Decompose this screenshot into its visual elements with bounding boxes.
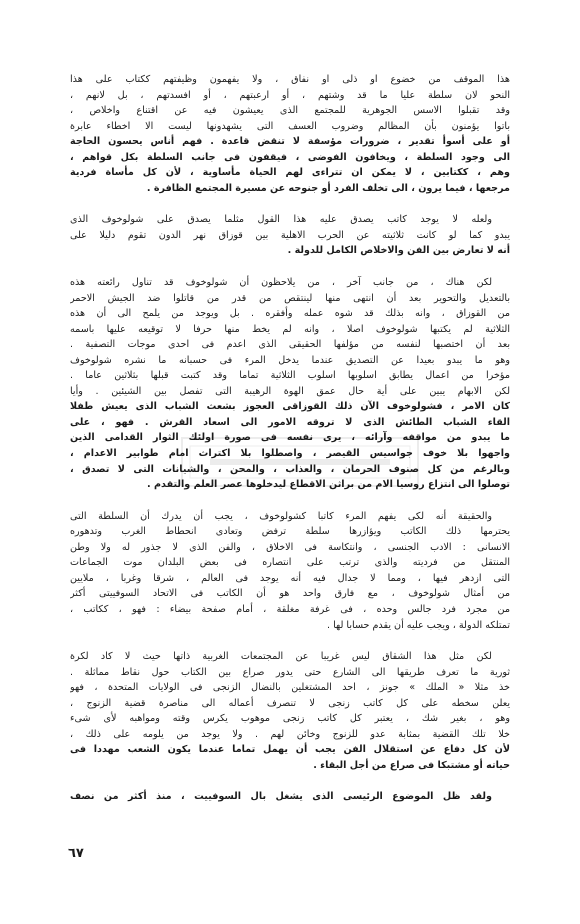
text-line: واجهوا بلا خوف جواسيس القيصر ، واصطلوا بلا اكتراث امام طوابير الاعدام ، — [70, 448, 510, 460]
text-line: مؤخرا من اعمال يطابق اسلوبها اسلوب الثلاثية تماما وقد كتبت قبلها بثلاثين عاما . — [70, 370, 510, 382]
paragraph — [70, 649, 510, 773]
text-line: الانسانى : الادب الجنسى ، وانتكاسة فى الاخلاق ، والفن الذى لا جذور له ولا وطن — [70, 541, 510, 553]
body-text — [70, 72, 510, 805]
text-line: ولعله لا يوجد كاتب يصدق عليه هذا القول مثلما يصدق على شولوخوف الذى — [70, 214, 492, 226]
text-line: والحقيقة أنه لكى يفهم المرء كاتبا كشولوخوف ، يجب أن يدرك أن السلطة التى — [70, 510, 492, 522]
text-line: هذا الموقف من خضوع او ذلى او نفاق ، ولا يفهمون وظيفتهم ككتاب على هذا — [70, 74, 510, 85]
paragraph — [70, 789, 510, 805]
page-number: ٦٧ — [68, 846, 84, 861]
text-line: المنتقل من فرديته والذى ترتب على انتصاره فى بعض البلدان موت الجماعات — [70, 557, 510, 569]
text-line: يحترمها ذلك الكاتب ويؤازرها سلطة ترفض وتعادى انحطاط الغرب وتدهوره — [70, 526, 510, 538]
text-line: باتوا يؤمنون بأن المظالم وضروب العسف التى يشهدونها ليست الا اخطاء عابرة — [70, 120, 510, 132]
text-line: وبالرغم من كل صنوف الحرمان ، والعذاب ، والمحن ، والشيانات التى لا تصدق ، — [70, 463, 510, 475]
text-line: من أمثال شولوخوف ، مع فارق واحد هو أن الكاتب فى الاتحاد السوفييتى أكثر — [70, 588, 510, 600]
paragraph — [70, 509, 510, 633]
text-line: ثورية ما تعرف طريقها الى الشارع حتى يدور صراع بين الكتاب حول نقاط مماثلة . — [70, 666, 510, 678]
text-line: تمتلكه الدولة ، ويجب عليه أن يقدم حسابا لها . — [327, 619, 510, 631]
text-line: القاء الشباب الطائش الذى لا تروقه الامور الى اسعاد القرش . فهو ، على — [70, 416, 510, 428]
text-line: التى ازدهر فيها ، ومما لا جدال فيه أنه يوجد فى العالم ، شرقا وغربا ، ملايين — [70, 572, 510, 584]
text-line: وقد تقبلوا الاسس الجوهرية للمجتمع الذى يعيشون فيه عن اقتناع واخلاص ، — [70, 105, 510, 117]
text-line: النحو لان سلطة عليا ما قد وشتهم ، أو ارعبتهم ، أو افسدتهم ، بل لانهم ، — [70, 89, 510, 101]
text-line: ولقد ظل الموضوع الرئيسى الذى يشغل بال السوفييت ، منذ أكثر من نصف — [70, 791, 492, 803]
text-line: بالتعديل والتحوير بعد أن انتهى منها لينتقص من قدر من قاتلوا ضد الجيش الاحمر — [70, 292, 510, 304]
text-line: أنه لا تعارض بين الفن والاخلاص الكامل للدولة . — [287, 245, 510, 257]
text-line: خذ مثلا « الملك » جونز ، احد المشتغلين بالنضال الزنجى فى الولايات المتحدة ، فهو — [70, 682, 510, 694]
text-line: الى وجود السلطة ، ويخافون الفوضى ، فيقفون فى جانب السلطة بكل قواهم ، — [70, 151, 510, 163]
text-line: لكن الابهام يبين على أية حال عمق الهوة الرهيبة التى تفصل بين الشيئين . وأيا — [70, 385, 510, 397]
text-line: لكن هناك ، من جانب آخر ، من يلاحظون أن شولوخوف قد تناول رائعته هذه — [70, 277, 492, 289]
text-line: ما يبدو من مواقفه وآرائه ، يرى نفسه فى صورة اولئك الثوار القدامى الذين — [70, 432, 510, 444]
text-line: مرجعها ، فيما يرون ، الى تخلف الفرد أو جنوحه عن مسيرة المجتمع الظافرة . — [146, 182, 510, 194]
text-line: من مجرد فرد جالس وحده ، فى غرفة مغلقة ، أمام صفحة بيضاء : فهو ، ككاتب ، — [70, 603, 510, 615]
text-line: وهم ، ككتابين ، لا يمكن ان تتراءى لهم الحياة مأساوية ، لأن كل مأساة فردية — [70, 167, 510, 179]
paragraph — [70, 72, 510, 196]
text-line: لأن كل دفاع عن استقلال الفن يجب أن يهمل تماما عندما يكون الشعب مهددا فى — [70, 744, 510, 756]
text-line: يبدو كما لو كانت ثلاثيته عن الحرب الاهلية بين قوزاق نهر الدون تقوم دليلا على — [70, 229, 510, 241]
text-line: لكن مثل هذا الشقاق ليس غريبا عن المجتمعات الغربية ذاتها حيث لا كاد لكرة — [70, 651, 492, 663]
text-line: وهو ما يبدو بعيدا عن التصديق عندما يدخل المرء فى حسبانه ما نشره شولوخوف — [70, 354, 510, 366]
text-line: توصلوا الى انتزاع روسيا الام من براثن الاقطاع ليدخلوها عصر العلم والتقدم . — [147, 479, 510, 491]
paragraph — [70, 212, 510, 259]
text-line: أو على أسوأ تقدير ، ضرورات مؤسفة لا تنقض قاعدة . فهم أناس يحسون الحاجة — [70, 136, 510, 148]
text-line: الثلاثية لم يكتبها شولوخوف اصلا ، وانه لم يخط منها حرفا لا توقيعه عليها باسمه — [70, 323, 510, 335]
text-line: كان الامر ، فشولوخوف الآن ذلك القوزاقى العجوز بشعث الشباب الذى يعيش طفلا — [70, 401, 510, 413]
text-line: من القوزاق ، وانه بذلك قد شوه عمله وأفقره . بل ويوجد من يلمح الى أن هذه — [70, 308, 510, 320]
text-line: خلا تلك القضية بمثابة عدو للزنوج وخائن لهم . ولا يوجد من يلومه على ذلك ، — [70, 728, 510, 740]
text-line: حياته أو مشتبكا فى صراع من أجل البقاء . — [313, 759, 510, 771]
text-line: بعد أن اختصبها لنفسه من مؤلفها الحقيقى الذى اعدم فى احدى موجات التصفية . — [70, 339, 510, 351]
paragraph — [70, 275, 510, 493]
text-line: وهو ، بغير شك ، يعتبر كل كاتب زنجى موهوب يكرس وقته ومواهبه لأى شىء — [70, 713, 510, 725]
text-line: يعلن سخطه على كل كاتب زنجى لا تنصرف أعماله الى مناصرة قضية الزنوج ، — [70, 697, 510, 709]
